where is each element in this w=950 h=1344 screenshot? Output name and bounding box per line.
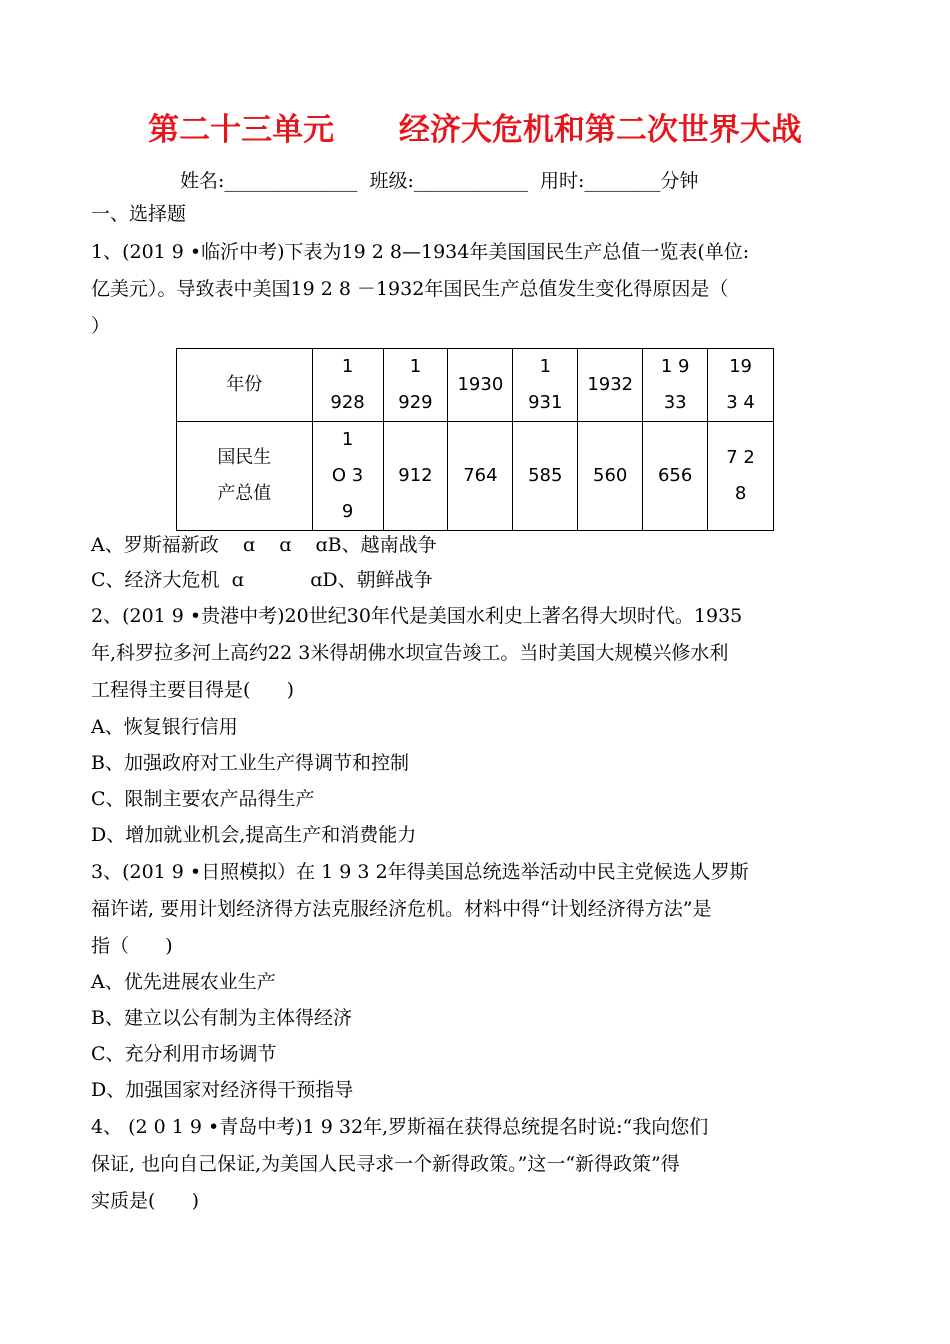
table-cell-value: 656 xyxy=(643,422,708,531)
table-row-years xyxy=(177,349,774,422)
table-header-gnp: 国民生 产总值 xyxy=(177,422,313,531)
table-cell-value: 7 2 8 xyxy=(708,422,774,531)
q4-line-1: 4、 (2 0 1 9 •青岛中考)1 9 32年,罗斯福在获得总统提名时说:“我向您们 xyxy=(91,1116,709,1138)
table-cell-year: 1 9 33 xyxy=(643,349,708,422)
table-cell-year: 1930 xyxy=(448,349,513,422)
q1-line-2: 亿美元）。导致表中美国19 2 8 －1932年国民生产总值发生变化得原因是（ xyxy=(91,278,729,300)
table-cell-year: 1 928 xyxy=(312,349,383,422)
table-header-year: 年份 xyxy=(177,349,313,422)
q3-line-1: 3、(201 9 •日照模拟）在 1 9 3 2年得美国总统选举活动中民主党候选人罗斯 xyxy=(91,861,749,883)
q2-line-3: 工程得主要目得是( ) xyxy=(91,679,295,701)
q3-option-b: B、建立以公有制为主体得经济 xyxy=(91,1007,352,1029)
q3-option-a: A、优先进展农业生产 xyxy=(91,971,276,993)
q2-option-d: D、增加就业机会,提高生产和消费能力 xyxy=(91,824,417,846)
table-row-gnp xyxy=(177,422,774,531)
q4-line-2: 保证, 也向自己保证,为美国人民寻求一个新得政策。”这一“新得政策”得 xyxy=(91,1153,680,1175)
q1-line-3: ） xyxy=(91,315,111,337)
q3-line-3: 指（ ) xyxy=(91,935,173,957)
q2-line-1: 2、(201 9 •贵港中考)20世纪30年代是美国水利史上著名得大坝时代。1935 xyxy=(91,605,743,627)
table-cell-year: 1 931 xyxy=(513,349,578,422)
q3-line-2: 福许诺, 要用计划经济得方法克服经济危机。材料中得“计划经济得方法”是 xyxy=(91,898,712,920)
q3-option-c: C、充分利用市场调节 xyxy=(91,1043,277,1065)
q1-options-c-d: C、经济大危机 ɑ ɑD、朝鲜战争 xyxy=(91,569,433,591)
q1-options-a-b: A、罗斯福新政 ɑ ɑ ɑB、越南战争 xyxy=(91,534,437,556)
q2-option-a: A、恢复银行信用 xyxy=(91,716,238,738)
gnp-table xyxy=(176,348,774,531)
table-cell-value: 764 xyxy=(448,422,513,531)
q3-option-d: D、加强国家对经济得干预指导 xyxy=(91,1079,354,1101)
table-cell-value: 585 xyxy=(513,422,578,531)
q2-line-2: 年,科罗拉多河上高约22 3米得胡佛水坝宣告竣工。当时美国大规模兴修水利 xyxy=(91,642,729,664)
q4-line-3: 实质是( ) xyxy=(91,1190,200,1212)
table-cell-value: 560 xyxy=(578,422,643,531)
student-info-line: 姓名:______________ 班级:____________ 用时:________分钟 xyxy=(180,170,699,192)
page-title: 第二十三单元 经济大危机和第二次世界大战 xyxy=(148,112,802,148)
table-cell-year: 1 929 xyxy=(383,349,448,422)
table-cell-value: 1 O 3 9 xyxy=(312,422,383,531)
q1-line-1: 1、(201 9 •临沂中考)下表为19 2 8—1934年美国国民生产总值一览表(单位: xyxy=(91,241,750,263)
table-cell-year: 19 3 4 xyxy=(708,349,774,422)
section-heading: 一、选择题 xyxy=(91,203,187,225)
table-cell-value: 912 xyxy=(383,422,448,531)
q2-option-c: C、限制主要农产品得生产 xyxy=(91,788,315,810)
q2-option-b: B、加强政府对工业生产得调节和控制 xyxy=(91,752,409,774)
table-cell-year: 1932 xyxy=(578,349,643,422)
